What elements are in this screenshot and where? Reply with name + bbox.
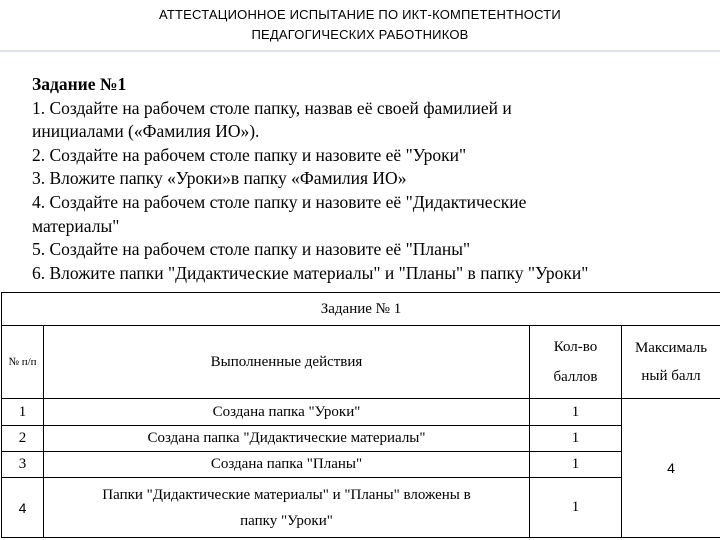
row-action-line-2: папку "Уроки"	[240, 512, 333, 529]
row-action-line-1: Папки "Дидактические материалы" и "Планы" вложены в	[102, 486, 471, 503]
row-points: 1	[530, 452, 622, 478]
row-points: 1	[530, 426, 622, 452]
task-line-7: 5. Создайте на рабочем столе папку и назовите её "Планы"	[32, 239, 471, 260]
row-num: 1	[2, 399, 44, 426]
table-header-row	[2, 326, 720, 399]
row-action: Создана папка "Дидактические материалы"	[44, 426, 530, 452]
task-line-6: материалы"	[32, 215, 120, 236]
table-row	[2, 452, 720, 478]
header-points-line-2: баллов	[553, 369, 598, 385]
task-line-8: 6. Вложите папки "Дидактические материалы" и "Планы" в папку "Уроки"	[32, 262, 589, 283]
header-max-line-1: Максималь	[634, 340, 708, 356]
header-points	[530, 326, 622, 399]
header-title-line-1: АТТЕСТАЦИОННОЕ ИСПЫТАНИЕ ПО ИКТ-КОМПЕТЕНТНОСТИ	[159, 7, 561, 22]
task-description	[32, 73, 712, 285]
task-line-4: 3. Вложите папку «Уроки»в папку «Фамилия ИО»	[32, 168, 407, 189]
table-caption: Задание № 1	[2, 293, 720, 326]
header-num: № п/п	[2, 326, 44, 399]
row-num: 2	[2, 426, 44, 452]
scoring-table	[1, 292, 720, 538]
task-line-1: 1. Создайте на рабочем столе папку, назвав её своей фамилией и	[32, 97, 512, 118]
task-line-2: инициалами («Фамилия ИО»).	[32, 121, 260, 142]
header-max	[622, 326, 720, 399]
row-points: 1	[530, 478, 622, 538]
row-action	[44, 478, 530, 538]
task-line-3: 2. Создайте на рабочем столе папку и назовите её "Уроки"	[32, 144, 467, 165]
header-actions: Выполненные действия	[44, 326, 530, 399]
table-row	[2, 426, 720, 452]
header-title-line-2: ПЕДАГОГИЧЕСКИХ РАБОТНИКОВ	[251, 27, 469, 42]
row-num: 4	[2, 478, 44, 538]
table-row	[2, 399, 720, 426]
task-title: Задание №1	[32, 74, 127, 94]
row-num: 3	[2, 452, 44, 478]
task-line-5: 4. Создайте на рабочем столе папку и назовите её "Дидактические	[32, 191, 527, 212]
table-row	[2, 478, 720, 538]
row-action: Создана папка "Планы"	[44, 452, 530, 478]
header-max-line-2: ный балл	[641, 368, 701, 384]
row-action: Создана папка "Уроки"	[44, 399, 530, 426]
row-points: 1	[530, 399, 622, 426]
slide-header	[0, 0, 720, 52]
header-points-line-1: Кол-во	[553, 339, 598, 355]
max-score: 4	[622, 399, 720, 538]
